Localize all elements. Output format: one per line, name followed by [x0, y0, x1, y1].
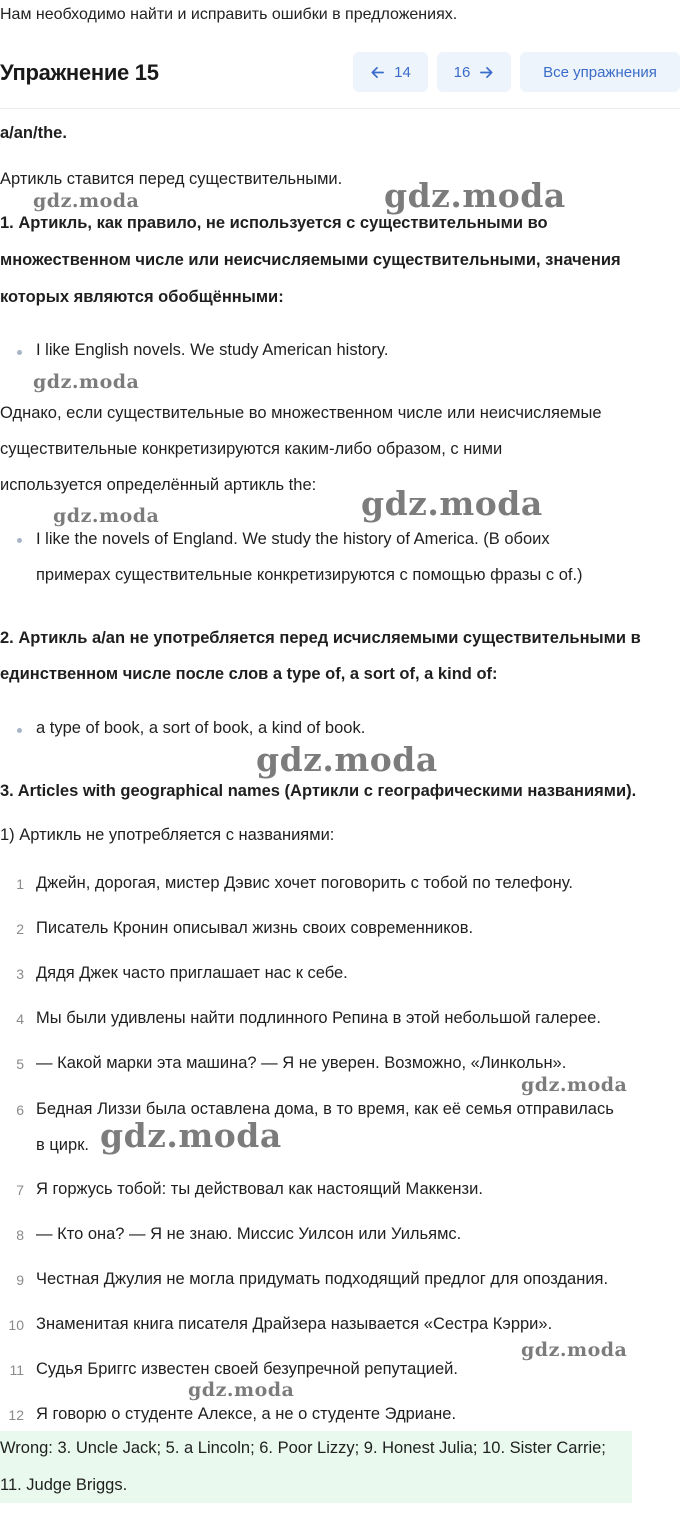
- example-item: I like English novels. We study American history.: [36, 341, 389, 359]
- list-number: 8: [16, 1227, 24, 1243]
- watermark-logo: gdz.moda: [53, 505, 160, 527]
- arrow-left-icon: [370, 65, 385, 80]
- watermark-logo: gdz.moda: [384, 176, 566, 215]
- watermark-logo: gdz.moda: [100, 1116, 282, 1155]
- list-item: Писатель Кронин описывал жизнь своих современников.: [36, 919, 474, 937]
- list-item: Джейн, дорогая, мистер Дэвис хочет поговорить с тобой по телефону.: [36, 874, 573, 892]
- list-item: Знаменитая книга писателя Драйзера называется «Сестра Кэрри».: [36, 1315, 553, 1333]
- list-number: 10: [8, 1317, 24, 1333]
- bullet-icon: [17, 350, 22, 355]
- example-item: I like the novels of England. We study the history of America. (В обоих: [36, 530, 550, 548]
- arrow-right-icon: [479, 65, 494, 80]
- all-exercises-button[interactable]: [520, 52, 680, 92]
- all-exercises-label: Все упражнения: [543, 63, 657, 81]
- list-number: 3: [16, 966, 24, 982]
- subheading: 1) Артикль не употребляется с названиями:: [0, 826, 335, 844]
- prev-exercise-label: 14: [394, 63, 411, 81]
- rule-2-line: 2. Артикль a/an не употребляется перед исчисляемыми существительными в: [0, 629, 641, 647]
- list-item: Мы были удивлены найти подлинного Репина в этой небольшой галерее.: [36, 1009, 601, 1027]
- list-item: в цирк.: [36, 1136, 89, 1154]
- bullet-icon: [17, 538, 22, 543]
- watermark-logo: gdz.moda: [33, 371, 140, 393]
- page-title: Упражнение 15: [0, 60, 159, 85]
- list-number: 12: [8, 1407, 24, 1423]
- rule-3-line: 3. Articles with geographical names (Артикли с географическими названиями).: [0, 782, 637, 800]
- answer-line: 11. Judge Briggs.: [0, 1476, 128, 1494]
- watermark-logo: gdz.moda: [33, 190, 140, 212]
- paragraph-line: существительные конкретизируются каким-либо образом, с ними: [0, 440, 503, 458]
- list-item: Я горжусь тобой: ты действовал как настоящий Маккензи.: [36, 1180, 483, 1198]
- list-item: Бедная Лиззи была оставлена дома, в то время, как её семья отправилась: [36, 1100, 614, 1118]
- watermark-logo: gdz.moda: [361, 484, 543, 523]
- answer-box: [0, 1431, 632, 1503]
- example-item: примерах существительные конкретизируются с помощью фразы с of.): [36, 566, 583, 584]
- list-number: 2: [16, 921, 24, 937]
- theory-line: Артикль ставится перед существительными.: [0, 170, 343, 188]
- next-exercise-label: 16: [453, 63, 471, 81]
- watermark-logo: gdz.moda: [521, 1339, 628, 1361]
- intro-text: Нам необходимо найти и исправить ошибки в предложениях.: [0, 6, 458, 23]
- list-number: 6: [16, 1102, 24, 1118]
- theory-line-top: a/an/the.: [0, 124, 67, 142]
- paragraph-line: используется определённый артикль the:: [0, 476, 317, 494]
- prev-exercise-button[interactable]: [353, 52, 428, 92]
- list-item: Я говорю о студенте Алексе, а не о студенте Эдриане.: [36, 1405, 457, 1423]
- watermark-logo: gdz.moda: [256, 740, 438, 779]
- list-number: 4: [16, 1011, 24, 1027]
- exercise-header: [0, 48, 680, 109]
- rule-1-line: 1. Артикль, как правило, не используется с существительными во: [0, 214, 548, 232]
- watermark-logo: gdz.moda: [521, 1074, 628, 1096]
- list-number: 11: [9, 1362, 24, 1378]
- list-item: — Какой марки эта машина? — Я не уверен. Возможно, «Линкольн».: [36, 1054, 567, 1072]
- bullet-icon: [17, 728, 22, 733]
- list-number: 9: [16, 1272, 24, 1288]
- next-exercise-button[interactable]: [437, 52, 511, 92]
- watermark-logo: gdz.moda: [188, 1379, 295, 1401]
- list-number: 5: [16, 1056, 24, 1072]
- list-item: Дядя Джек часто приглашает нас к себе.: [36, 964, 348, 982]
- example-item: a type of book, a sort of book, a kind of book.: [36, 719, 366, 737]
- rule-1-line: множественном числе или неисчисляемыми существительными, значения: [0, 251, 621, 269]
- answer-line: Wrong: 3. Uncle Jack; 5. a Lincoln; 6. Poor Lizzy; 9. Honest Julia; 10. Sister Carrie;: [0, 1439, 606, 1457]
- list-number: 1: [16, 876, 24, 892]
- list-item: — Кто она? — Я не знаю. Миссис Уилсон или Уильямс.: [36, 1225, 462, 1243]
- list-item: Судья Бриггс известен своей безупречной репутацией.: [36, 1360, 458, 1378]
- paragraph-line: Однако, если существительные во множественном числе или неисчисляемые: [0, 404, 602, 422]
- rule-2-line: единственном числе после слов a type of, a sort of, a kind of:: [0, 665, 498, 683]
- list-number: 7: [16, 1182, 24, 1198]
- rule-1-line: которых являются обобщёнными:: [0, 288, 284, 306]
- list-item: Честная Джулия не могла придумать подходящий предлог для опоздания.: [36, 1270, 609, 1288]
